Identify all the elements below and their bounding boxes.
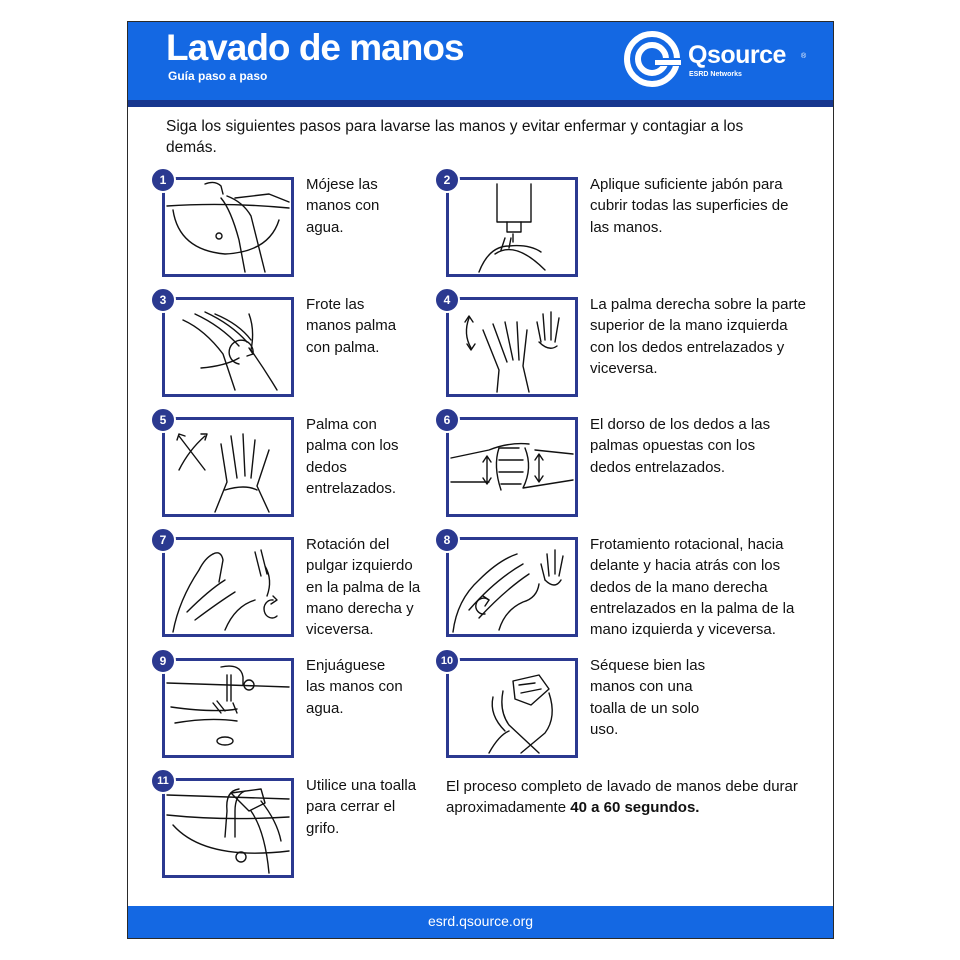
step-illustration — [446, 658, 578, 758]
step-illustration — [162, 417, 294, 517]
header — [128, 22, 833, 107]
step-number-badge: 8 — [434, 527, 460, 553]
step-description: Enjuáguese las manos con agua. — [306, 657, 403, 717]
logo-subtitle: ESRD Networks — [689, 71, 742, 78]
rinse-hands-icon — [165, 661, 291, 755]
step-description: Rotación del pulgar izquierdo en la palma de la mano derecha y viceversa. — [306, 536, 421, 639]
page-subtitle: Guía paso a paso — [168, 69, 268, 83]
palm-over-back-icon — [449, 300, 575, 394]
step-description: El dorso de los dedos a las palmas opuestas con los dedos entrelazados. — [590, 416, 771, 476]
logo-name: Qsource — [688, 41, 786, 69]
step-description: Aplique suficiente jabón para cubrir todas las superficies de las manos. — [590, 176, 789, 236]
step-number-badge: 5 — [150, 407, 176, 433]
footer-url[interactable]: esrd.qsource.org — [427, 913, 534, 929]
poster — [127, 21, 834, 939]
palm-to-palm-icon — [165, 300, 291, 394]
registered-mark: ® — [801, 53, 807, 60]
soap-dispenser-icon — [449, 180, 575, 274]
step-illustration — [446, 537, 578, 637]
duration-highlight: 40 a 60 segundos. — [570, 799, 700, 817]
step-description: Frotamiento rotacional, hacia delante y hacia atrás con los dedos de la mano derecha entrelazados en la palma de la mano izquierda y viceversa. — [590, 536, 795, 639]
step-description: Frote las manos palma con palma. — [306, 296, 397, 356]
step-illustration — [162, 537, 294, 637]
step-number-badge: 2 — [434, 167, 460, 193]
duration-note — [446, 776, 806, 819]
step-description: Utilice una toalla para cerrar el grifo. — [306, 777, 417, 837]
step-illustration — [446, 177, 578, 277]
header-stripe — [128, 100, 833, 107]
step-illustration — [446, 297, 578, 397]
step-illustration — [162, 177, 294, 277]
step-description: La palma derecha sobre la parte superior de la mano izquierda con los dedos entrelazados y viceversa. — [590, 296, 806, 377]
step-number-badge: 11 — [150, 768, 176, 794]
hands-under-faucet-icon — [165, 180, 291, 274]
step-description: Séquese bien las manos con una toalla de un solo uso. — [590, 657, 706, 738]
step-number-badge: 3 — [150, 287, 176, 313]
step-number-badge: 10 — [434, 648, 460, 674]
step-illustration — [446, 417, 578, 517]
step-number-badge: 6 — [434, 407, 460, 433]
step-description: Mójese las manos con agua. — [306, 176, 380, 236]
intro-text: Siga los siguientes pasos para lavarse las manos y evitar enfermar y contagiar a los demás. — [166, 118, 744, 156]
fingertips-rotation-icon — [449, 540, 575, 634]
footer — [128, 906, 833, 939]
backs-of-fingers-icon — [449, 420, 575, 514]
qsource-logo-icon — [622, 29, 682, 89]
step-illustration — [162, 297, 294, 397]
step-number-badge: 4 — [434, 287, 460, 313]
step-illustration — [162, 778, 294, 878]
duration-note-text: El proceso completo de lavado de manos debe durar aproximadamente — [446, 778, 798, 817]
step-number-badge: 1 — [150, 167, 176, 193]
interlaced-fingers-icon — [165, 420, 291, 514]
page-title: Lavado de manos — [166, 27, 464, 68]
step-illustration — [162, 658, 294, 758]
step-number-badge: 7 — [150, 527, 176, 553]
step-description: Palma con palma con los dedos entrelazados. — [306, 416, 399, 497]
step-number-badge: 9 — [150, 648, 176, 674]
qsource-logo — [622, 29, 812, 89]
towel-drying-icon — [449, 661, 575, 755]
thumb-rotation-icon — [165, 540, 291, 634]
close-tap-with-towel-icon — [165, 781, 291, 875]
